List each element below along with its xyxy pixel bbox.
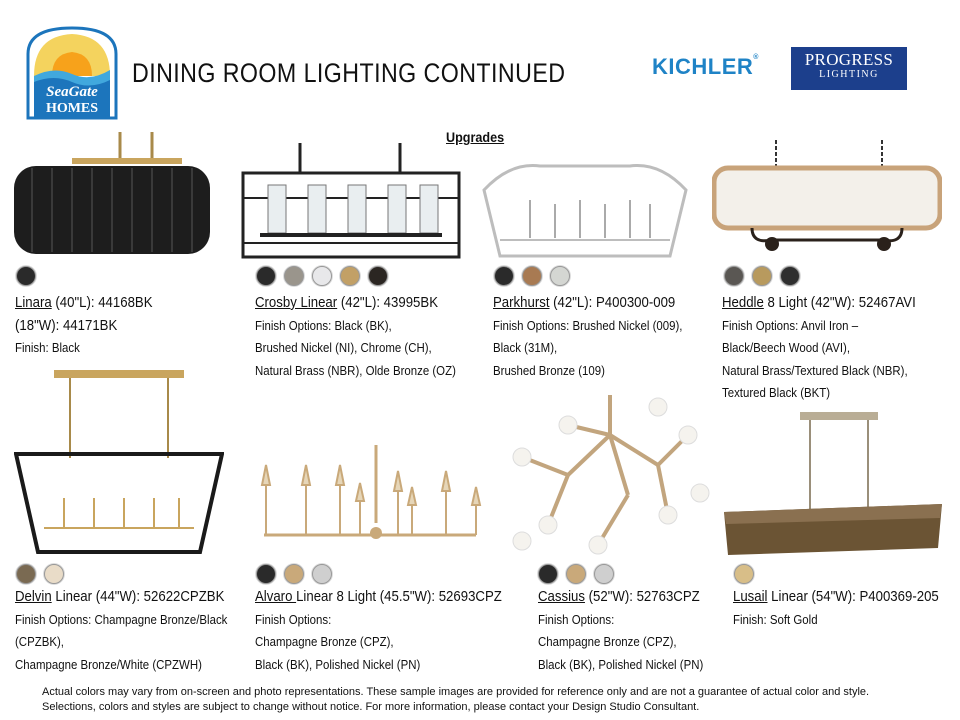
crosby-swatches: [256, 266, 388, 286]
finish-swatch[interactable]: [734, 564, 754, 584]
finish-text: Champagne Bronze (CPZ),: [255, 634, 394, 649]
kichler-logo: KICHLER®: [652, 54, 759, 79]
finish-text: Brushed Nickel (NI), Chrome (CH),: [255, 340, 432, 355]
finish-swatch[interactable]: [16, 564, 36, 584]
product-delvin-linear: [15, 586, 227, 676]
finish-swatch[interactable]: [340, 266, 360, 286]
product-spec: Linear (54"W): P400369-205: [767, 588, 939, 605]
product-spec: (42"L): P400300-009: [549, 294, 676, 311]
finish-swatch[interactable]: [550, 266, 570, 286]
product-spec-alt: (18"W): 44171BK: [15, 316, 118, 334]
progress-logo-line2: LIGHTING: [819, 69, 879, 80]
finish-swatch[interactable]: [522, 266, 542, 286]
finish-swatch[interactable]: [594, 564, 614, 584]
finish-swatch[interactable]: [312, 564, 332, 584]
lusail-linear-image: [722, 412, 944, 557]
finish-text: Textured Black (BKT): [722, 385, 831, 400]
finish-text: Finish Options:: [255, 611, 332, 627]
alvaro-swatches: [256, 564, 332, 584]
finish-text: Champagne Bronze/White (CPZWH): [15, 656, 202, 672]
product-crosby-linear: [255, 292, 456, 382]
finish-text: Black/Beech Wood (AVI),: [722, 340, 851, 355]
svg-text:SeaGate: SeaGate: [46, 84, 98, 100]
finish-swatch[interactable]: [284, 266, 304, 286]
product-name-link[interactable]: Lusail: [733, 588, 768, 605]
product-name-link[interactable]: Linara: [15, 294, 52, 311]
delvin-linear-image: [14, 368, 224, 556]
seagate-logo-graphic: [24, 24, 120, 120]
progress-lighting-logo: [791, 47, 907, 90]
finish-swatch[interactable]: [780, 266, 800, 286]
linara-image: [12, 132, 212, 257]
finish-text: Finish: Black: [15, 340, 80, 355]
finish-swatch[interactable]: [256, 266, 276, 286]
product-spec: (42"L): 43995BK: [337, 294, 439, 311]
cassius-swatches: [538, 564, 614, 584]
product-heddle: [722, 292, 916, 405]
finish-swatch[interactable]: [44, 564, 64, 584]
finish-text: Brushed Bronze (109): [493, 362, 605, 378]
product-spec: 8 Light (42"W): 52467AVI: [763, 294, 916, 311]
finish-swatch[interactable]: [256, 564, 276, 584]
finish-swatch[interactable]: [494, 266, 514, 286]
finish-text: Finish Options: Anvil Iron –: [722, 317, 859, 333]
linara-swatches: [16, 266, 36, 286]
product-lusail-linear: [733, 586, 939, 631]
progress-logo-line1: PROGRESS: [804, 50, 894, 69]
finish-text: Black (BK), Polished Nickel (PN): [255, 656, 421, 672]
product-spec: Linear (44"W): 52622CPZBK: [51, 588, 225, 605]
cassius-image: [508, 395, 713, 555]
disclaimer-text: Actual colors may vary from on-screen and photo representations. These sample images are provided for reference only and are not a guarantee of actual color and style. Selections, colors and styles are subject to change without notice. For more information, please contact your Design Studio Consultant.: [42, 686, 870, 713]
finish-text: Finish Options: Champagne Bronze/Black: [15, 611, 228, 627]
finish-swatch[interactable]: [724, 266, 744, 286]
finish-text: Finish Options: Black (BK),: [255, 317, 392, 333]
product-name-link[interactable]: Heddle: [722, 294, 764, 311]
product-name-link[interactable]: Cassius: [538, 588, 585, 605]
product-linara: [15, 292, 153, 360]
crosby-linear-image: [240, 143, 462, 263]
finish-swatch[interactable]: [538, 564, 558, 584]
finish-swatch[interactable]: [312, 266, 332, 286]
parkhurst-swatches: [494, 266, 570, 286]
finish-text: (CPZBK),: [15, 634, 64, 649]
finish-swatch[interactable]: [752, 266, 772, 286]
product-spec: (40"L): 44168BK: [51, 294, 153, 311]
product-name-link[interactable]: Delvin: [15, 588, 52, 605]
heddle-image: [712, 140, 942, 262]
finish-text: Black (31M),: [493, 340, 558, 355]
finish-swatch[interactable]: [284, 564, 304, 584]
page-title: DINING ROOM LIGHTING CONTINUED: [132, 58, 566, 88]
finish-text: Champagne Bronze (CPZ),: [538, 634, 677, 649]
upgrades-label: Upgrades: [446, 129, 505, 145]
finish-text: Finish Options: Brushed Nickel (009),: [493, 317, 683, 333]
parkhurst-image: [480, 160, 690, 260]
finish-text: Finish: Soft Gold: [733, 611, 818, 627]
kichler-logo-text: KICHLER: [652, 54, 754, 79]
finish-text: Natural Brass/Textured Black (NBR),: [722, 362, 908, 378]
product-spec: (52"W): 52763CPZ: [584, 588, 700, 605]
alvaro-linear-image: [256, 445, 484, 550]
finish-text: Black (BK), Polished Nickel (PN): [538, 656, 704, 672]
finish-swatch[interactable]: [16, 266, 36, 286]
finish-text: Finish Options:: [538, 611, 615, 627]
finish-text: Natural Brass (NBR), Olde Bronze (OZ): [255, 362, 456, 378]
delvin-swatches: [16, 564, 64, 584]
lusail-swatches: [734, 564, 754, 584]
product-spec: Linear 8 Light (45.5"W): 52693CPZ: [296, 588, 502, 605]
seagate-homes-logo: [24, 24, 120, 120]
heddle-swatches: [724, 266, 800, 286]
product-cassius: [538, 586, 703, 676]
finish-swatch[interactable]: [368, 266, 388, 286]
svg-text:HOMES: HOMES: [45, 101, 99, 116]
product-name-link[interactable]: Parkhurst: [493, 294, 550, 311]
product-alvaro-linear: [255, 586, 502, 676]
product-name-link[interactable]: Crosby Linear: [255, 294, 338, 311]
product-parkhurst: [493, 292, 682, 382]
finish-swatch[interactable]: [566, 564, 586, 584]
product-name-link[interactable]: Alvaro: [255, 588, 297, 605]
